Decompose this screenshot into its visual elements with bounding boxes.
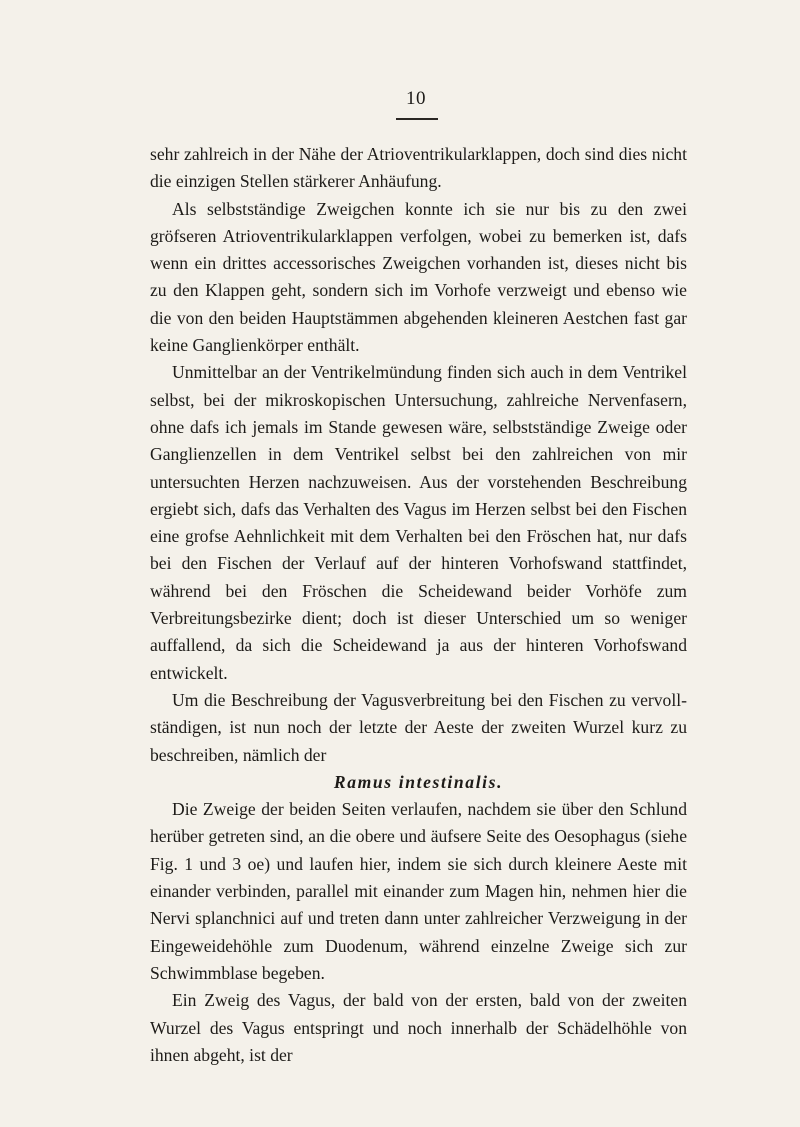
- body-text: [150, 141, 687, 1069]
- paragraph-3: Unmittelbar an der Ventrikelmündung finden sich auch in dem Ventrikel selbst, bei der mikroskopischen Untersuchung, zahlreiche Nervenfasern, ohne dafs ich jemals im Stande gewesen wäre, selbstständige Zweige oder Ganglienzellen in dem Ventrikel selbst bei den zahlreichen von mir untersuchten Herzen nachzuweisen. Aus der vorstehenden Beschreibung ergiebt sich, dafs das Verhalten des Vagus im Herzen selbst bei den Fischen eine grofse Aehnlichkeit mit dem Verhalten bei den Fröschen hat, nur dafs bei den Fischen der Verlauf auf der hinteren Vorhofswand stattfindet, während bei den Fröschen die Scheidewand beider Vorhöfe zum Verbreitungsbezirke dient; doch ist dieser Unterschied um so weniger auffallend, da sich die Scheidewand ja aus der hinteren Vorhofswand entwickelt.: [150, 362, 687, 683]
- paragraph-2: Als selbstständige Zweigchen konnte ich sie nur bis zu den zwei gröfseren Atrioventrikularklappen verfolgen, wobei zu bemerken ist, dafs wenn ein drittes accessorisches Zweigchen vorhanden ist, dieses nicht bis zu den Klappen geht, sondern sich im Vorhofe verzweigt und ebenso wie die von den beiden Hauptstämmen abgehenden kleineren Aestchen fast gar keine Ganglienkörper enthält.: [150, 198, 687, 356]
- paragraph-1: sehr zahlreich in der Nähe der Atrioventrikularklappen, doch sind dies nicht die einzigen Stellen stärkerer Anhäufung.: [150, 144, 687, 192]
- section-heading: Ramus intestinalis.: [333, 771, 504, 792]
- paragraph-6: Ein Zweig des Vagus, der bald von der ersten, bald von der zweiten Wurzel des Vagus entspringt und noch innerhalb der Schädelhöhle von ihnen abgeht, ist der: [150, 990, 687, 1065]
- page-number: 10: [406, 88, 426, 109]
- paragraph-4: Um die Beschreibung der Vagusverbreitung bei den Fischen zu vervollständigen, ist nun noch der letzte der Aeste der zweiten Wurzel kurz zu beschreiben, nämlich der: [150, 689, 687, 765]
- paragraph-5: Die Zweige der beiden Seiten verlaufen, nachdem sie über den Schlund herüber getreten sind, an die obere und äufsere Seite des Oesophagus (siehe Fig. 1 und 3 oe) und laufen hier, indem sie sich durch kleinere Aeste mit einander verbinden, parallel mit einander zum Magen hin, nehmen hier die Nervi splanchnici auf und treten dann unter zahlreicher Verzweigung in der Eingeweidehöhle zum Duodenum, während einzelne Zweige sich zur Schwimmblase begeben.: [150, 799, 687, 983]
- header-rule: [396, 118, 438, 120]
